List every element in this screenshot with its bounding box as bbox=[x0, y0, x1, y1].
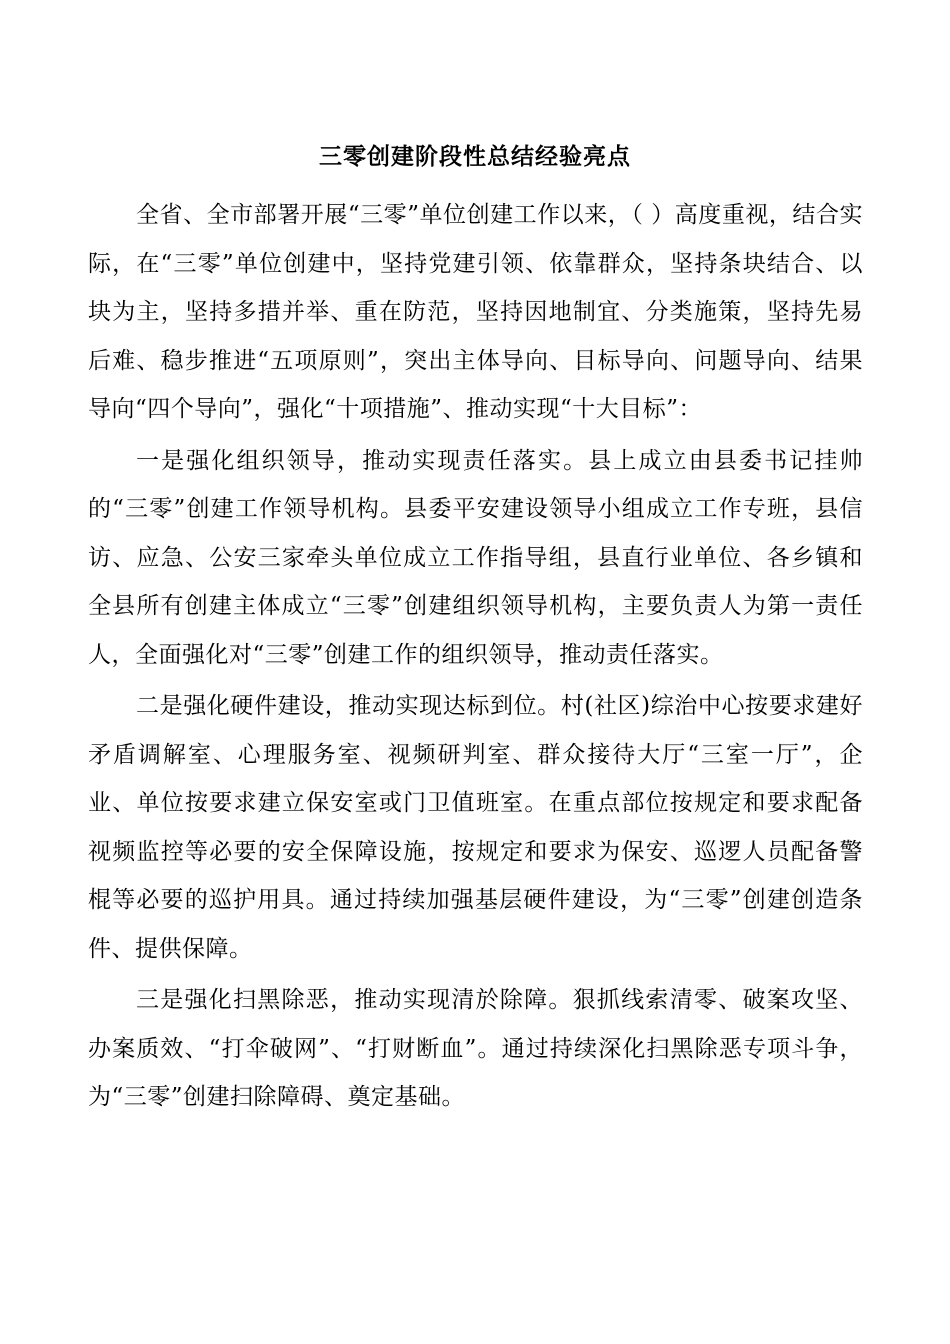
document-title: 三零创建阶段性总结经验亮点 bbox=[319, 144, 631, 170]
paragraph-organization: 一是强化组织领导，推动实现责任落实。县上成立由县委书记挂帅的“三零”创建工作领导机构。县委平安建设领导小组成立工作专班，县信访、应急、公安三家牵头单位成立工作指导组，县直行业单位、各乡镇和全县所有创建主体成立“三零”创建组织领导机构，主要负责人为第一责任人，全面强化对“三零”创建工作的组织领导，推动责任落实。 bbox=[88, 447, 863, 668]
document-body bbox=[88, 191, 863, 1125]
paragraph-hardware: 二是强化硬件建设，推动实现达标到位。村(社区)综治中心按要求建好矛盾调解室、心理服务室、视频研判室、群众接待大厅“三室一厅”，企业、单位按要求建立保安室或门卫值班室。在重点部位按规定和要求配备视频监控等必要的安全保障设施，按规定和要求为保安、巡逻人员配备警棍等必要的巡护用具。通过持续加强基层硬件建设，为“三零”创建创造条件、提供保障。 bbox=[88, 693, 863, 962]
paragraph-anti-crime: 三是强化扫黑除恶，推动实现清於除障。狠抓线索清零、破案攻坚、办案质效、“打伞破网”、“打财断血”。通过持续深化扫黑除恶专项斗争，为“三零”创建扫除障碍、奠定基础。 bbox=[88, 987, 863, 1110]
paragraph-intro: 全省、全市部署开展“三零”单位创建工作以来，（ ）高度重视，结合实际，在“三零”单位创建中，坚持党建引领、依靠群众，坚持条块结合、以块为主，坚持多措并举、重在防范，坚持因地制宜、分类施策，坚持先易后难、稳步推进“五项原则”，突出主体导向、目标导向、问题导向、结果导向“四个导向”，强化“十项措施”、推动实现“十大目标”： bbox=[88, 202, 863, 422]
